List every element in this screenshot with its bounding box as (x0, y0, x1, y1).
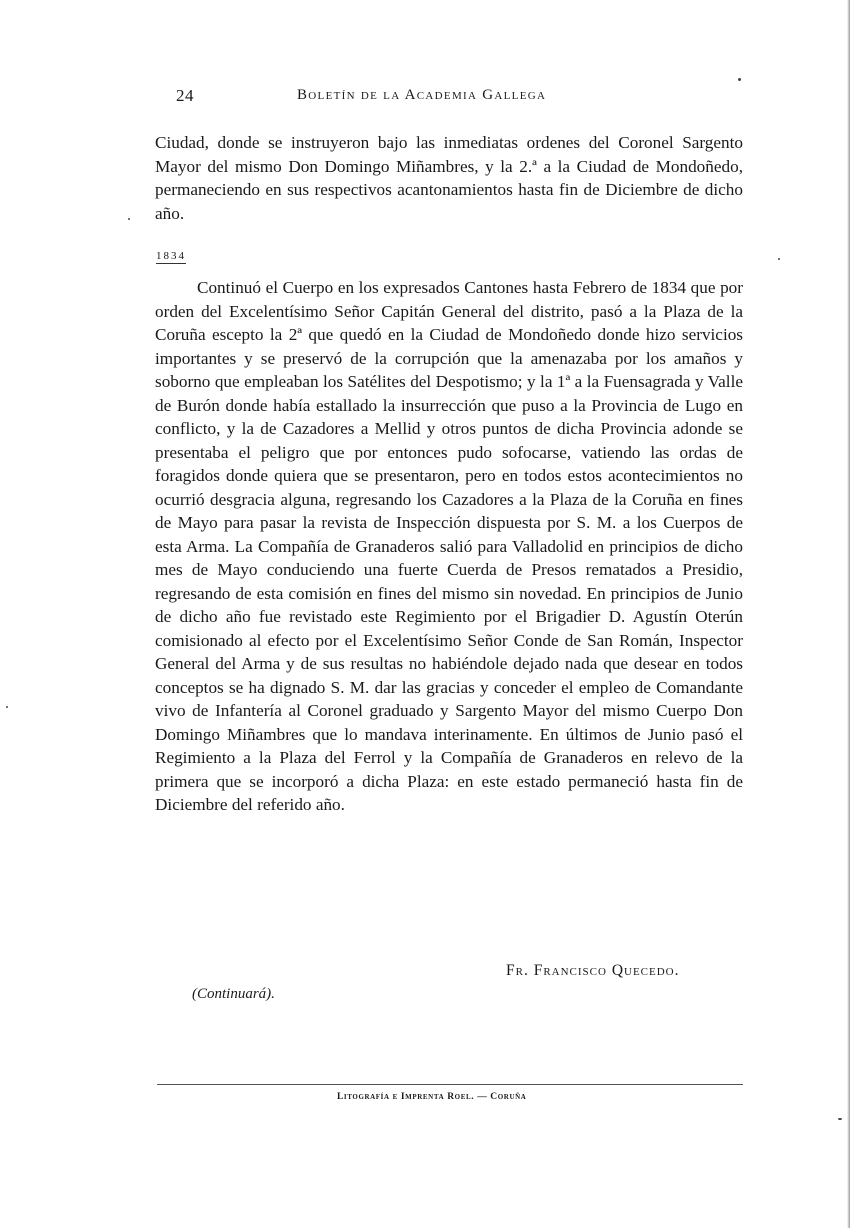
scan-speck (128, 218, 130, 220)
continuation-note: (Continuará). (192, 986, 275, 1002)
year-marginal-note: 1834 (156, 250, 186, 262)
scan-speck (738, 78, 741, 81)
scan-speck (6, 706, 8, 708)
page-number: 24 (176, 86, 194, 105)
running-head: Boletín de la Academia Gallega (297, 87, 547, 103)
footer-imprint: Litografía e Imprenta Roel. — Coruña (337, 1092, 527, 1102)
footer-divider (157, 1084, 743, 1085)
paragraph-continuation: Ciudad, donde se instruyeron bajo las inmediatas ordenes del Coronel Sargento Mayor del mismo Don Domingo Miñambres, y la 2.ª a la Ciudad de Mondoñedo, permaneciendo en sus respectivos acantonamientos hasta fin de Diciembre de dicho año. (155, 133, 743, 223)
paragraph-main: Continuó el Cuerpo en los expresados Cantones hasta Febrero de 1834 que por orden del Excelentísimo Señor Capitán General del distrito, pasó a la Plaza de la Coruña escepto la 2ª que quedó en la Ciudad de Mondoñedo donde hizo servicios importantes y se preservó de la corrupción que la amenazaba por los amaños y soborno que empleaban los Satélites del Despotismo; y la 1ª a la Fuensagrada y Valle de Burón donde había estallado la insurrección que puso a la Provincia de Lugo en conflicto, y la de Cazadores a Mellid y otros puntos de dicha Provincia adonde se presentaba el peligro que por entonces pudo sofocarse, vatiendo las ordas de foragidos donde quiera que se presentaron, pero en todos estos acontecimientos no ocurrió desgracia alguna, regresando los Cazadores a la Plaza de la Coruña en fines de Mayo para pasar la revista de Inspección dispuesta por S. M. a los Cuerpos de esta Arma. La Compañía de Granaderos salió para Valladolid en principios de dicho mes de Mayo conduciendo una fuerte Cuerda de Presos rematados a Presidio, regresando de esta comisión en fines del mismo sin novedad. En principios de Junio de dicho año fue revistado este Regimiento por el Brigadier D. Agustín Oterún comisionado al efecto por el Excelentísimo Señor Conde de San Román, Inspector General del Arma y de sus resultas no habiéndole dejado nada que desear en todos conceptos se ha dignado S. M. dar las gracias y conceder el empleo de Comandante vivo de Infantería al Coronel graduado y Sargento Mayor del mismo Cuerpo Don Domingo Miñambres que lo mandava interinamente. En últimos de Junio pasó el Regimiento a la Plaza del Ferrol y la Compañía de Granaderos en relevo de la primera que se incorporó a dicha Plaza: en este estado permaneció hasta fin de Diciembre del referido año. (155, 278, 743, 814)
author-signature: Fr. Francisco Quecedo. (506, 962, 680, 979)
scan-speck (838, 1118, 842, 1120)
scan-speck (778, 258, 780, 260)
